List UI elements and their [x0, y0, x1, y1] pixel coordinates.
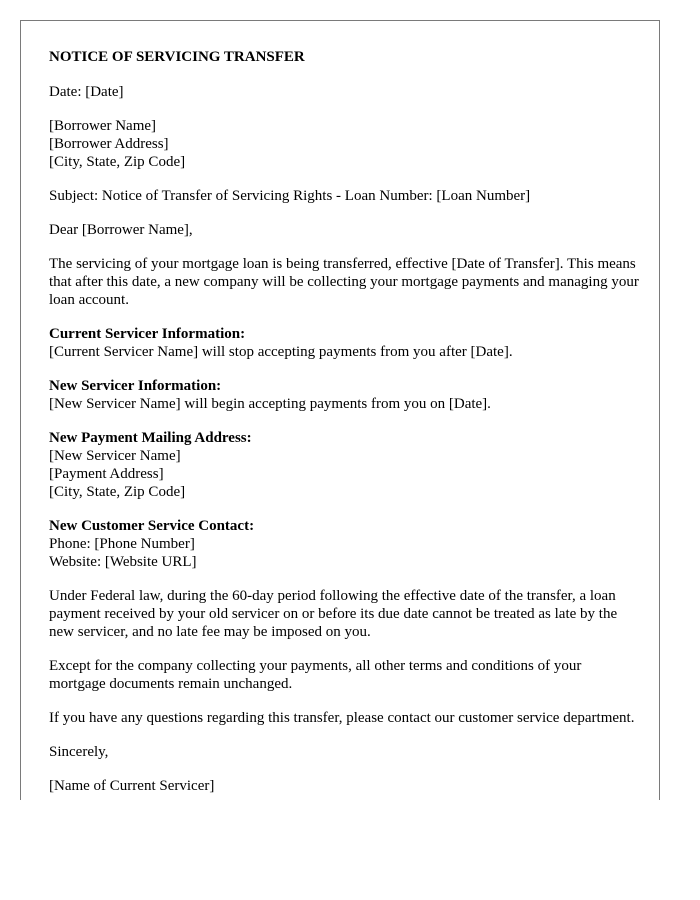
new-servicer-heading: New Servicer Information:: [49, 378, 222, 394]
recipient-block: [49, 117, 639, 171]
customer-service-heading: New Customer Service Contact:: [49, 518, 255, 534]
current-servicer-text: [Current Servicer Name] will stop accepting payments from you after [Date].: [49, 344, 513, 360]
customer-service-phone: Phone: [Phone Number]: [49, 536, 195, 552]
payment-address-section: [49, 429, 639, 501]
intro-paragraph: The servicing of your mortgage loan is being transferred, effective [Date of Transfer]. This means that after this date, a new company will be collecting your mortgage payments and managing your loan account.: [49, 256, 639, 308]
unchanged-terms-paragraph: Except for the company collecting your payments, all other terms and conditions of your mortgage documents remain unchanged.: [49, 658, 582, 692]
recipient-name: [Borrower Name]: [49, 118, 157, 134]
letter-page: [20, 20, 660, 800]
date-line: Date: [Date]: [49, 84, 124, 100]
closing: Sincerely,: [49, 744, 109, 760]
new-servicer-text: [New Servicer Name] will begin accepting payments from you on [Date].: [49, 396, 491, 412]
recipient-city-state-zip: [City, State, Zip Code]: [49, 154, 186, 170]
signature: [Name of Current Servicer]: [49, 778, 215, 794]
subject-line: Subject: Notice of Transfer of Servicing Rights - Loan Number: [Loan Number]: [49, 188, 531, 204]
current-servicer-section: [49, 325, 639, 361]
questions-paragraph: If you have any questions regarding this transfer, please contact our customer service department.: [49, 710, 635, 726]
new-servicer-section: [49, 377, 639, 413]
federal-law-paragraph: Under Federal law, during the 60-day period following the effective date of the transfer, a loan payment received by your old servicer on or before its due date cannot be treated as late by the new servicer, and no late fee may be imposed on you.: [49, 588, 618, 640]
payment-address-name: [New Servicer Name]: [49, 448, 181, 464]
customer-service-section: [49, 517, 639, 571]
payment-address-street: [Payment Address]: [49, 466, 164, 482]
customer-service-website: Website: [Website URL]: [49, 554, 197, 570]
current-servicer-heading: Current Servicer Information:: [49, 326, 246, 342]
recipient-address: [Borrower Address]: [49, 136, 169, 152]
letter-title: NOTICE OF SERVICING TRANSFER: [49, 49, 305, 65]
payment-address-city-state-zip: [City, State, Zip Code]: [49, 484, 186, 500]
letter-body: [49, 48, 639, 800]
salutation: Dear [Borrower Name],: [49, 222, 193, 238]
payment-address-heading: New Payment Mailing Address:: [49, 430, 252, 446]
